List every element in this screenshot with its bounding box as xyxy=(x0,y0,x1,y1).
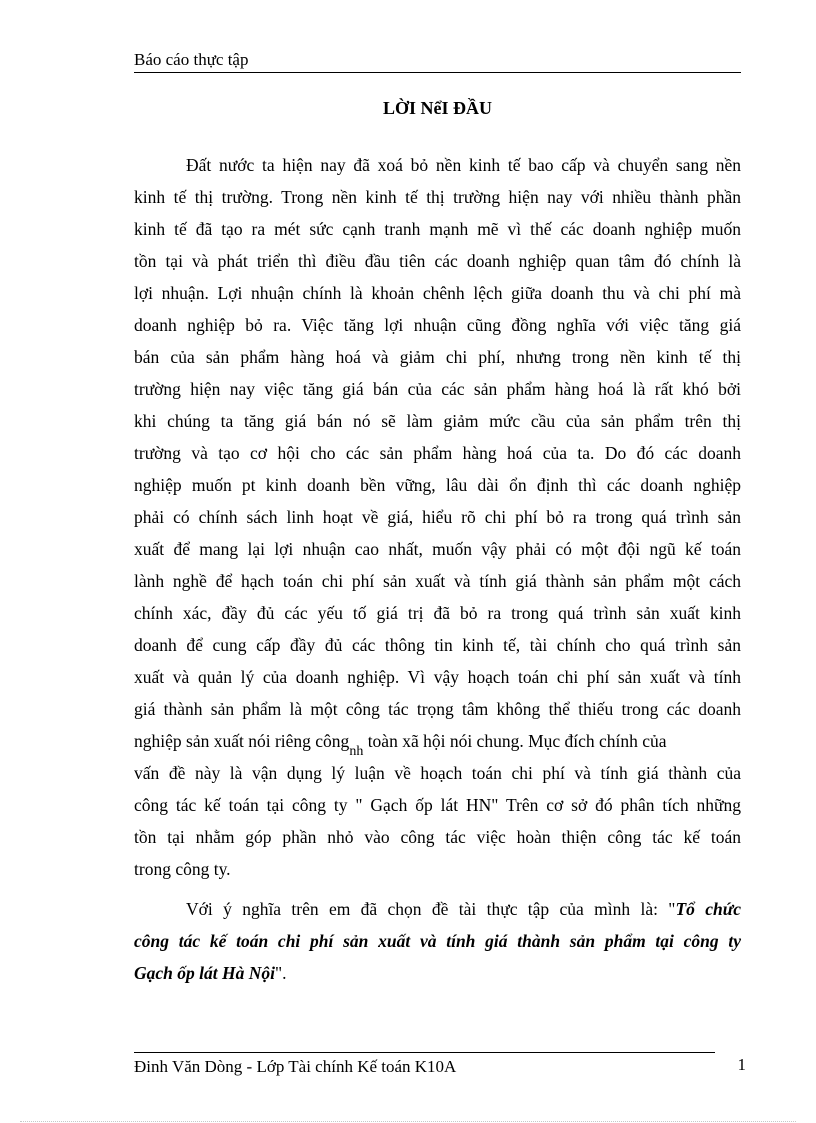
body-line: giá thành sản phẩm là một công tác trọng tâm không thể thiếu trong các doanh xyxy=(134,699,741,719)
page-edge xyxy=(20,1121,796,1122)
page-title: LỜI NểI ĐẦU xyxy=(382,98,492,118)
body-line: tồn tại và phát triển thì điều đầu tiên các doanh nghiệp quan tâm đó chính là xyxy=(134,251,741,271)
body-line: doanh nghiệp bỏ ra. Việc tăng lợi nhuận cũng đồng nghĩa với việc tăng giá xyxy=(134,315,741,335)
body-line xyxy=(186,893,741,925)
page-header xyxy=(134,50,741,73)
body-line: tồn tại nhằm góp phần nhỏ vào công tác việc hoàn thiện công tác kế toán xyxy=(134,827,741,847)
body-line: xuất để mang lại lợi nhuận cao nhất, muốn vậy phải có một đội ngũ kế toán xyxy=(134,539,741,559)
body-line: bán của sản phẩm hàng hoá và giảm chi phí, nhưng trong nền kinh tế thị xyxy=(134,347,741,367)
body-line: nghiệp muốn pt kinh doanh bền vững, lâu dài ổn định thì các doanh nghiệp xyxy=(134,475,741,495)
body-line: kinh tế đã tạo ra mét sức cạnh tranh mạnh mẽ vì thế các doanh nghiệp muốn xyxy=(134,219,741,239)
body-line: Đất nước ta hiện nay đã xoá bỏ nền kinh tế bao cấp và chuyển sang nền xyxy=(186,155,741,175)
header-text: Báo cáo thực tập xyxy=(134,50,249,69)
thesis-title: công tác kế toán chi phí sản xuất và tính giá thành sản phẩm tại công ty xyxy=(134,931,741,951)
thesis-title: Gạch ốp lát Hà Nội xyxy=(134,963,275,983)
body-line: trường hiện nay việc tăng giá bán của các sản phẩm hàng hoá là rất khó bởi xyxy=(134,379,741,399)
body-text: nghiệp sản xuất nói riêng công xyxy=(134,731,350,751)
footer-rule xyxy=(134,1052,715,1053)
body-line: vấn đề này là vận dụng lý luận về hoạch toán chi phí và tính giá thành của xyxy=(134,763,741,783)
page-number: 1 xyxy=(737,1055,746,1074)
body-line: khi chúng ta tăng giá bán nó sẽ làm giảm mức cầu của sản phẩm trên thị xyxy=(134,411,741,431)
body-line: công tác kế toán tại công ty " Gạch ốp lát HN" Trên cơ sở đó phân tích những xyxy=(134,795,741,815)
body-line: doanh để cung cấp đầy đủ các thông tin kinh tế, tài chính cho quá trình sản xyxy=(134,635,741,655)
body-line: xuất và quản lý của doanh nghiệp. Vì vậy hoạch toán chi phí sản xuất và tính xyxy=(134,667,741,687)
footer-text: Đinh Văn Dòng - Lớp Tài chính Kế toán K10A xyxy=(134,1057,457,1076)
body-line: lợi nhuận. Lợi nhuận chính là khoản chênh lệch giữa doanh thu và chi phí mà xyxy=(134,283,741,303)
body-line xyxy=(134,725,741,757)
body-text: ". xyxy=(274,963,287,983)
body-line: lành nghề để hạch toán chi phí sản xuất và tính giá thành sản phẩm một cách xyxy=(134,571,741,591)
thesis-title: Tổ chức xyxy=(675,899,741,919)
body-text: Với ý nghĩa trên em đã chọn đề tài thực tập của mình là: " xyxy=(186,899,676,919)
body-text: toàn xã hội nói chung. Mục đích chính của xyxy=(363,731,667,751)
subscript-text: nh xyxy=(349,744,364,759)
body-line: phải có chính sách linh hoạt về giá, hiểu rõ chi phí bỏ ra trong quá trình sản xyxy=(134,507,741,527)
body-line xyxy=(134,957,741,989)
body-line: trong công ty. xyxy=(134,859,231,879)
body-line: chính xác, đầy đủ các yếu tố giá trị đã bỏ ra trong quá trình sản xuất kinh xyxy=(134,603,741,623)
body-line: kinh tế thị trường. Trong nền kinh tế thị trường hiện nay với nhiều thành phần xyxy=(134,187,741,207)
body-line: trường và tạo cơ hội cho các sản phẩm hàng hoá của ta. Do đó các doanh xyxy=(134,443,741,463)
